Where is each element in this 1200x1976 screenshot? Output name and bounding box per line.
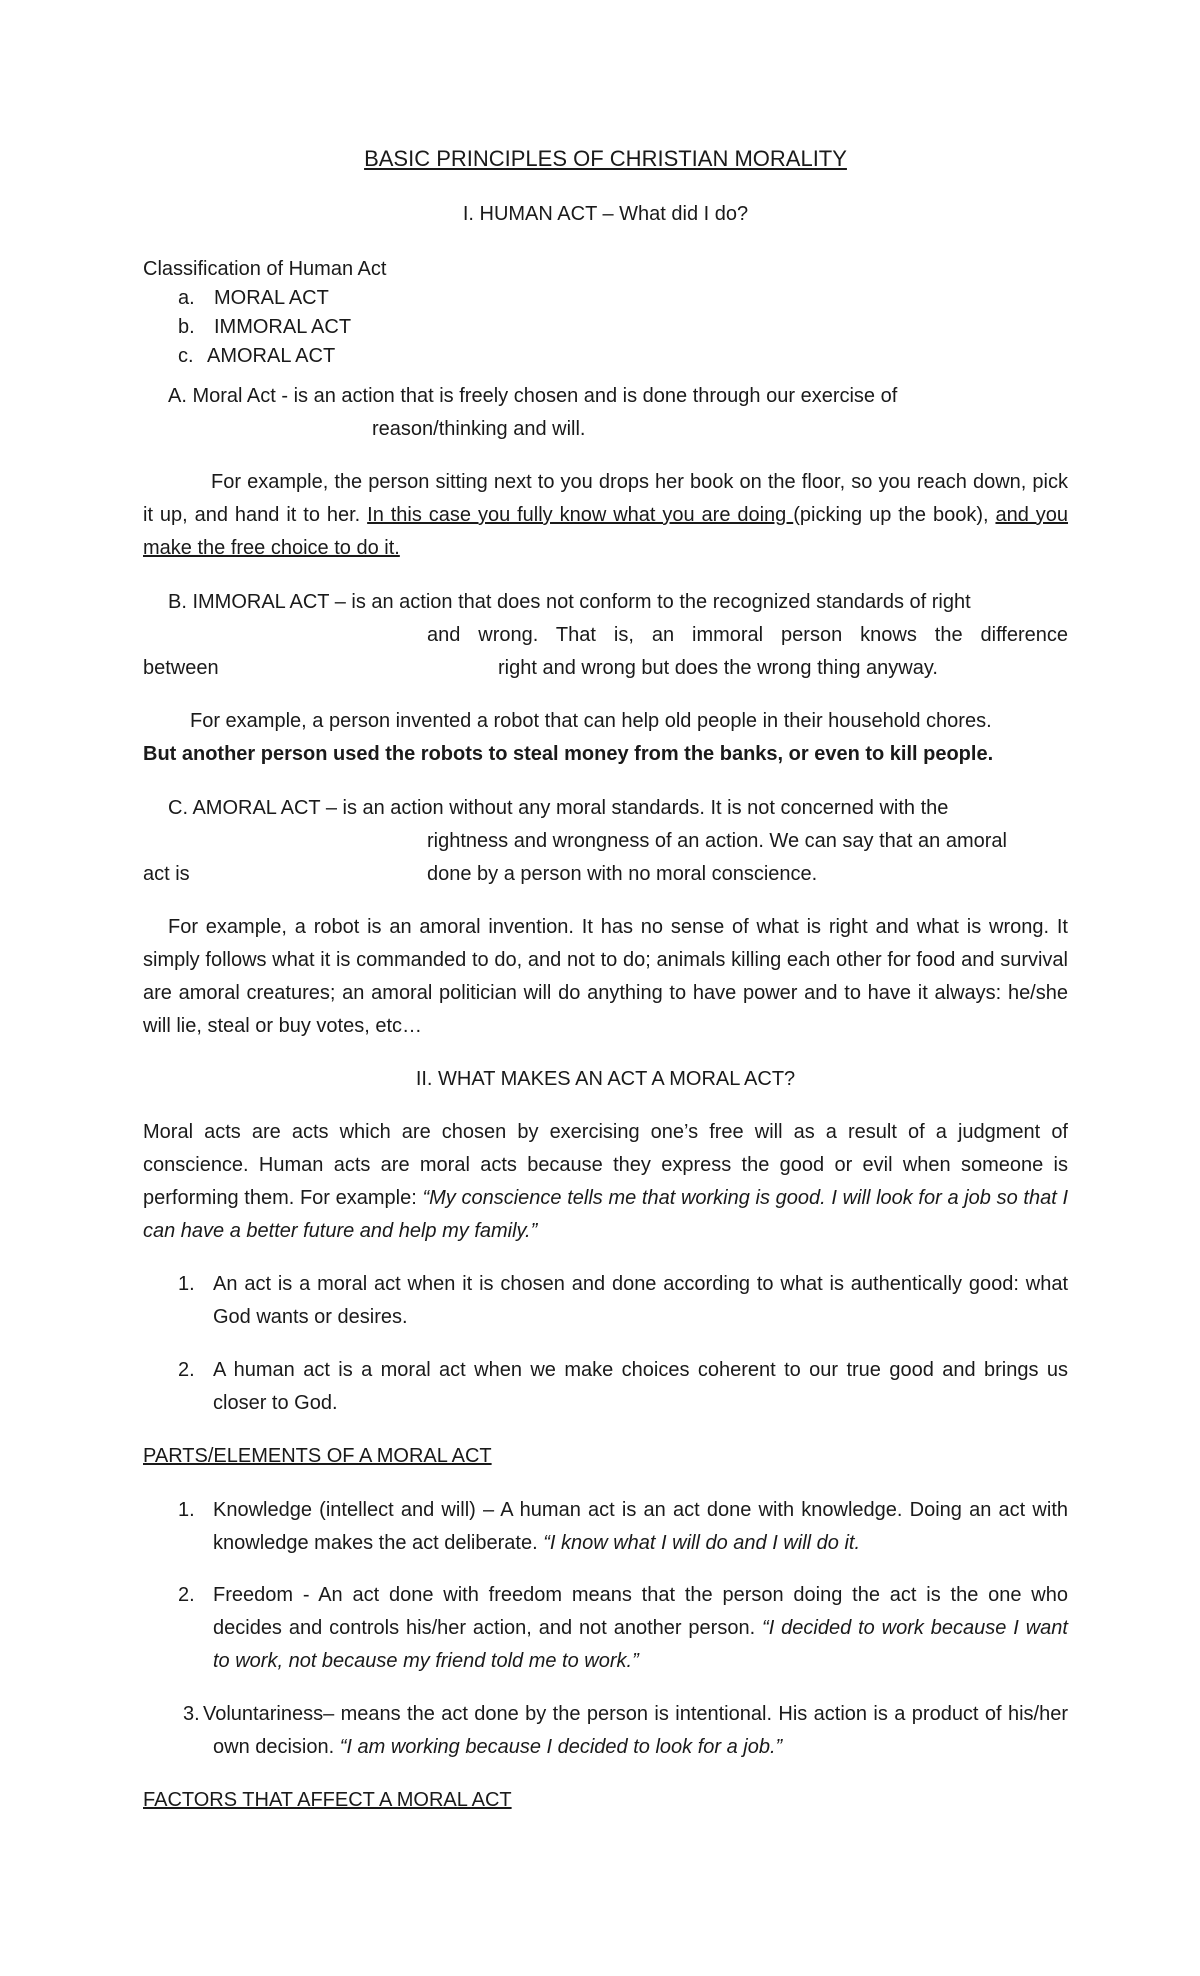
list-item-text: [213, 1494, 1068, 1560]
parts-heading: PARTS/ELEMENTS OF A MORAL ACT: [143, 1445, 492, 1467]
list-marker: 1.: [178, 1273, 195, 1295]
classification-label: Classification of Human Act: [143, 258, 387, 280]
list-item: [143, 1354, 1068, 1420]
list-marker: 2.: [178, 1359, 195, 1381]
list-marker: 2.: [178, 1584, 195, 1606]
list-marker: 3.: [183, 1703, 200, 1725]
item-quote: “I decided to work because I want to work, not because my friend told me to work.”: [213, 1617, 1068, 1672]
item-text: Voluntariness– means the act done by the person is intentional. His action is a product of his/her own decision.: [203, 1703, 1068, 1758]
item-text: Freedom - An act done with freedom means that the person doing the act is the one who decides and controls his/her action, and not another person.: [213, 1584, 1068, 1639]
amoral-act-definition-cont: act is: [143, 863, 190, 885]
immoral-act-example: For example, a person invented a robot that can help old people in their household chores.: [190, 710, 992, 732]
example-text: (picking up the book),: [793, 504, 996, 526]
list-item-text: [203, 1698, 1068, 1764]
example-underlined: and you make the free choice to do it.: [143, 504, 1069, 559]
amoral-act-definition-cont: rightness and wrongness of an action. We can say that an amoral: [427, 830, 1007, 852]
list-item: [143, 1494, 1068, 1560]
list-item-text: [213, 1579, 1068, 1678]
item-text: Knowledge (intellect and will) – A human act is an act done with knowledge. Doing an act with knowledge makes the act deliberate.: [213, 1499, 1068, 1554]
immoral-act-definition-cont: and wrong. That is, an immoral person knows the difference: [427, 624, 1068, 646]
list-item: [143, 1268, 1068, 1334]
list-item-text: An act is a moral act when it is chosen and done according to what is authentically good: what God wants or desires.: [213, 1273, 1068, 1328]
immoral-act-example-bold: But another person used the robots to steal money from the banks, or even to kill people.: [143, 743, 994, 765]
list-marker: b.: [178, 316, 195, 338]
example-underlined: In this case you fully know what you are doing: [367, 504, 794, 526]
amoral-act-example: For example, a robot is an amoral invention. It has no sense of what is right and what is wrong. It simply follows what it is commanded to do, and not to do; animals killing each other for food and survival are amoral creatures; an amoral politician will do anything to have power and to have it always: he/she will lie, steal or buy votes, etc…: [143, 916, 1068, 1037]
intro-quote: “My conscience tells me that working is good. I will look for a job so that I can have a better future and help my family.”: [143, 1187, 1068, 1242]
moral-act-example: [143, 466, 1068, 565]
list-item-text: AMORAL ACT: [207, 345, 336, 367]
item-quote: “I am working because I decided to look for a job.”: [339, 1736, 783, 1758]
intro-text: Moral acts are acts which are chosen by exercising one’s free will as a result of a judgment of conscience. Human acts are moral acts because they express the good or evil when someone is performing them. For example:: [143, 1121, 1068, 1209]
list-item-text: IMMORAL ACT: [214, 316, 352, 338]
factors-heading: FACTORS THAT AFFECT A MORAL ACT: [143, 1789, 512, 1811]
item-quote: “I know what I will do and I will do it.: [543, 1532, 860, 1554]
list-item: [143, 1579, 1068, 1678]
page-title: BASIC PRINCIPLES OF CHRISTIAN MORALITY: [364, 146, 847, 171]
amoral-act-definition-cont: done by a person with no moral conscience.: [427, 863, 818, 885]
section-2-intro: [143, 1116, 1068, 1248]
section-2-heading: II. WHAT MAKES AN ACT A MORAL ACT?: [415, 1068, 796, 1090]
section-1-heading: I. HUMAN ACT – What did I do?: [462, 203, 749, 225]
list-marker: c.: [178, 345, 194, 367]
list-item-text: A human act is a moral act when we make choices coherent to our true good and brings us closer to God.: [213, 1359, 1068, 1414]
moral-act-definition-cont: reason/thinking and will.: [372, 418, 586, 440]
moral-act-definition: A. Moral Act - is an action that is freely chosen and is done through our exercise of: [168, 385, 898, 407]
list-marker: a.: [178, 287, 195, 309]
example-text: For example, the person sitting next to you drops her book on the floor, so you reach down, pick it up, and hand it to her.: [143, 471, 1068, 526]
list-item: [143, 1698, 1068, 1764]
immoral-act-definition-cont: right and wrong but does the wrong thing anyway.: [498, 657, 938, 679]
immoral-act-definition: B. IMMORAL ACT – is an action that does not conform to the recognized standards of right: [168, 591, 971, 613]
immoral-act-definition-cont: between: [143, 657, 219, 679]
list-item-text: MORAL ACT: [214, 287, 329, 309]
amoral-act-definition: C. AMORAL ACT – is an action without any moral standards. It is not concerned with the: [168, 797, 949, 819]
list-item: [178, 340, 336, 373]
list-marker: 1.: [178, 1499, 195, 1521]
